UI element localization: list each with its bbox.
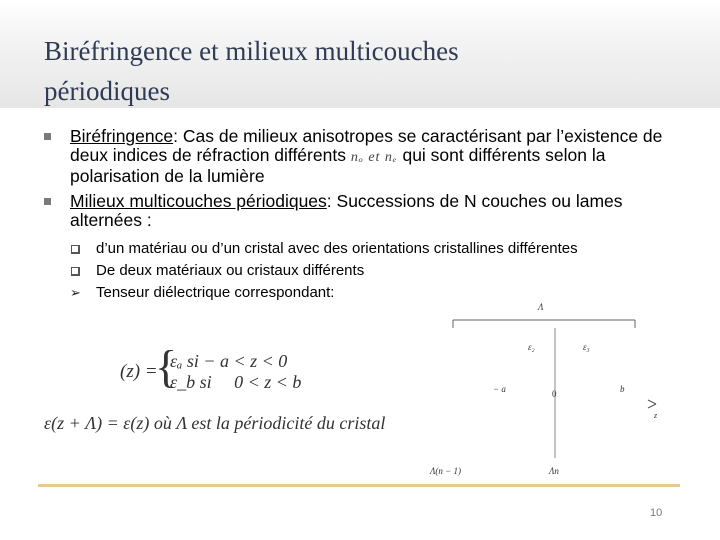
label-bottom-right: Λn	[549, 466, 559, 476]
sub-bullet-text: d’un matériau ou d’un cristal avec des orientations cristallines différentes	[96, 240, 578, 257]
label-bottom-left: Λ(n − 1)	[430, 466, 462, 476]
footer-divider	[38, 484, 680, 487]
slide-title	[44, 31, 684, 111]
sub-bullet-list	[71, 238, 691, 304]
sub-bullet-text: De deux matériaux ou cristaux différents	[96, 262, 365, 279]
z-axis-arrow	[648, 400, 656, 404]
bullet-text-cont: qui sont différents selon la polarisation de la lumière	[70, 145, 606, 186]
label-eps-a: ε₂	[528, 342, 535, 352]
square-bullet-icon	[44, 133, 51, 140]
term-multilayer: Milieux multicouches périodiques	[70, 191, 327, 211]
bullet-text: : Successions de N couches ou lames alternées :	[70, 191, 623, 230]
title-line-2: périodiques	[44, 76, 170, 106]
periodicity-equation: ε(z + Λ) = ε(z) où Λ est la périodicité du cristal	[44, 413, 386, 433]
sub-bullet	[71, 238, 691, 260]
bullet-text: : Cas de milieux anisotropes se caractérisant par l’existence de deux indices de réfraction différents	[70, 126, 663, 165]
page-number: 10	[650, 507, 663, 519]
label-minus-a: − a	[493, 384, 506, 394]
main-bullet-list	[44, 127, 694, 236]
equation-case-2: ε_b si 0 < z < b	[170, 372, 302, 392]
refractive-indices: nₒ et nₑ	[350, 150, 398, 165]
label-zero: 0	[552, 389, 557, 399]
label-period: Λ	[538, 302, 544, 312]
equation-case-1: εₐ si − a < z < 0	[170, 351, 288, 371]
label-eps-b: ε₃	[583, 342, 590, 352]
checkbox-bullet-icon	[71, 267, 80, 276]
equation-lhs: (z) =	[120, 361, 158, 382]
z-axis-arrow	[648, 404, 656, 408]
label-z: z	[654, 411, 658, 420]
checkbox-bullet-icon	[71, 245, 80, 254]
title-line-1: Biréfringence et milieux multicouches	[44, 36, 459, 66]
sub-bullet	[71, 260, 691, 282]
layer-diagram	[420, 300, 680, 490]
bullet-birefringence	[44, 127, 694, 186]
bullet-multilayer	[44, 192, 694, 230]
label-b: b	[620, 384, 625, 394]
equation-brace: {	[155, 341, 178, 392]
square-bullet-icon	[44, 198, 51, 205]
sub-bullet-text: Tenseur diélectrique correspondant:	[96, 284, 335, 301]
arrow-bullet-icon: ➢	[70, 285, 81, 300]
term-birefringence: Biréfringence	[70, 126, 174, 146]
